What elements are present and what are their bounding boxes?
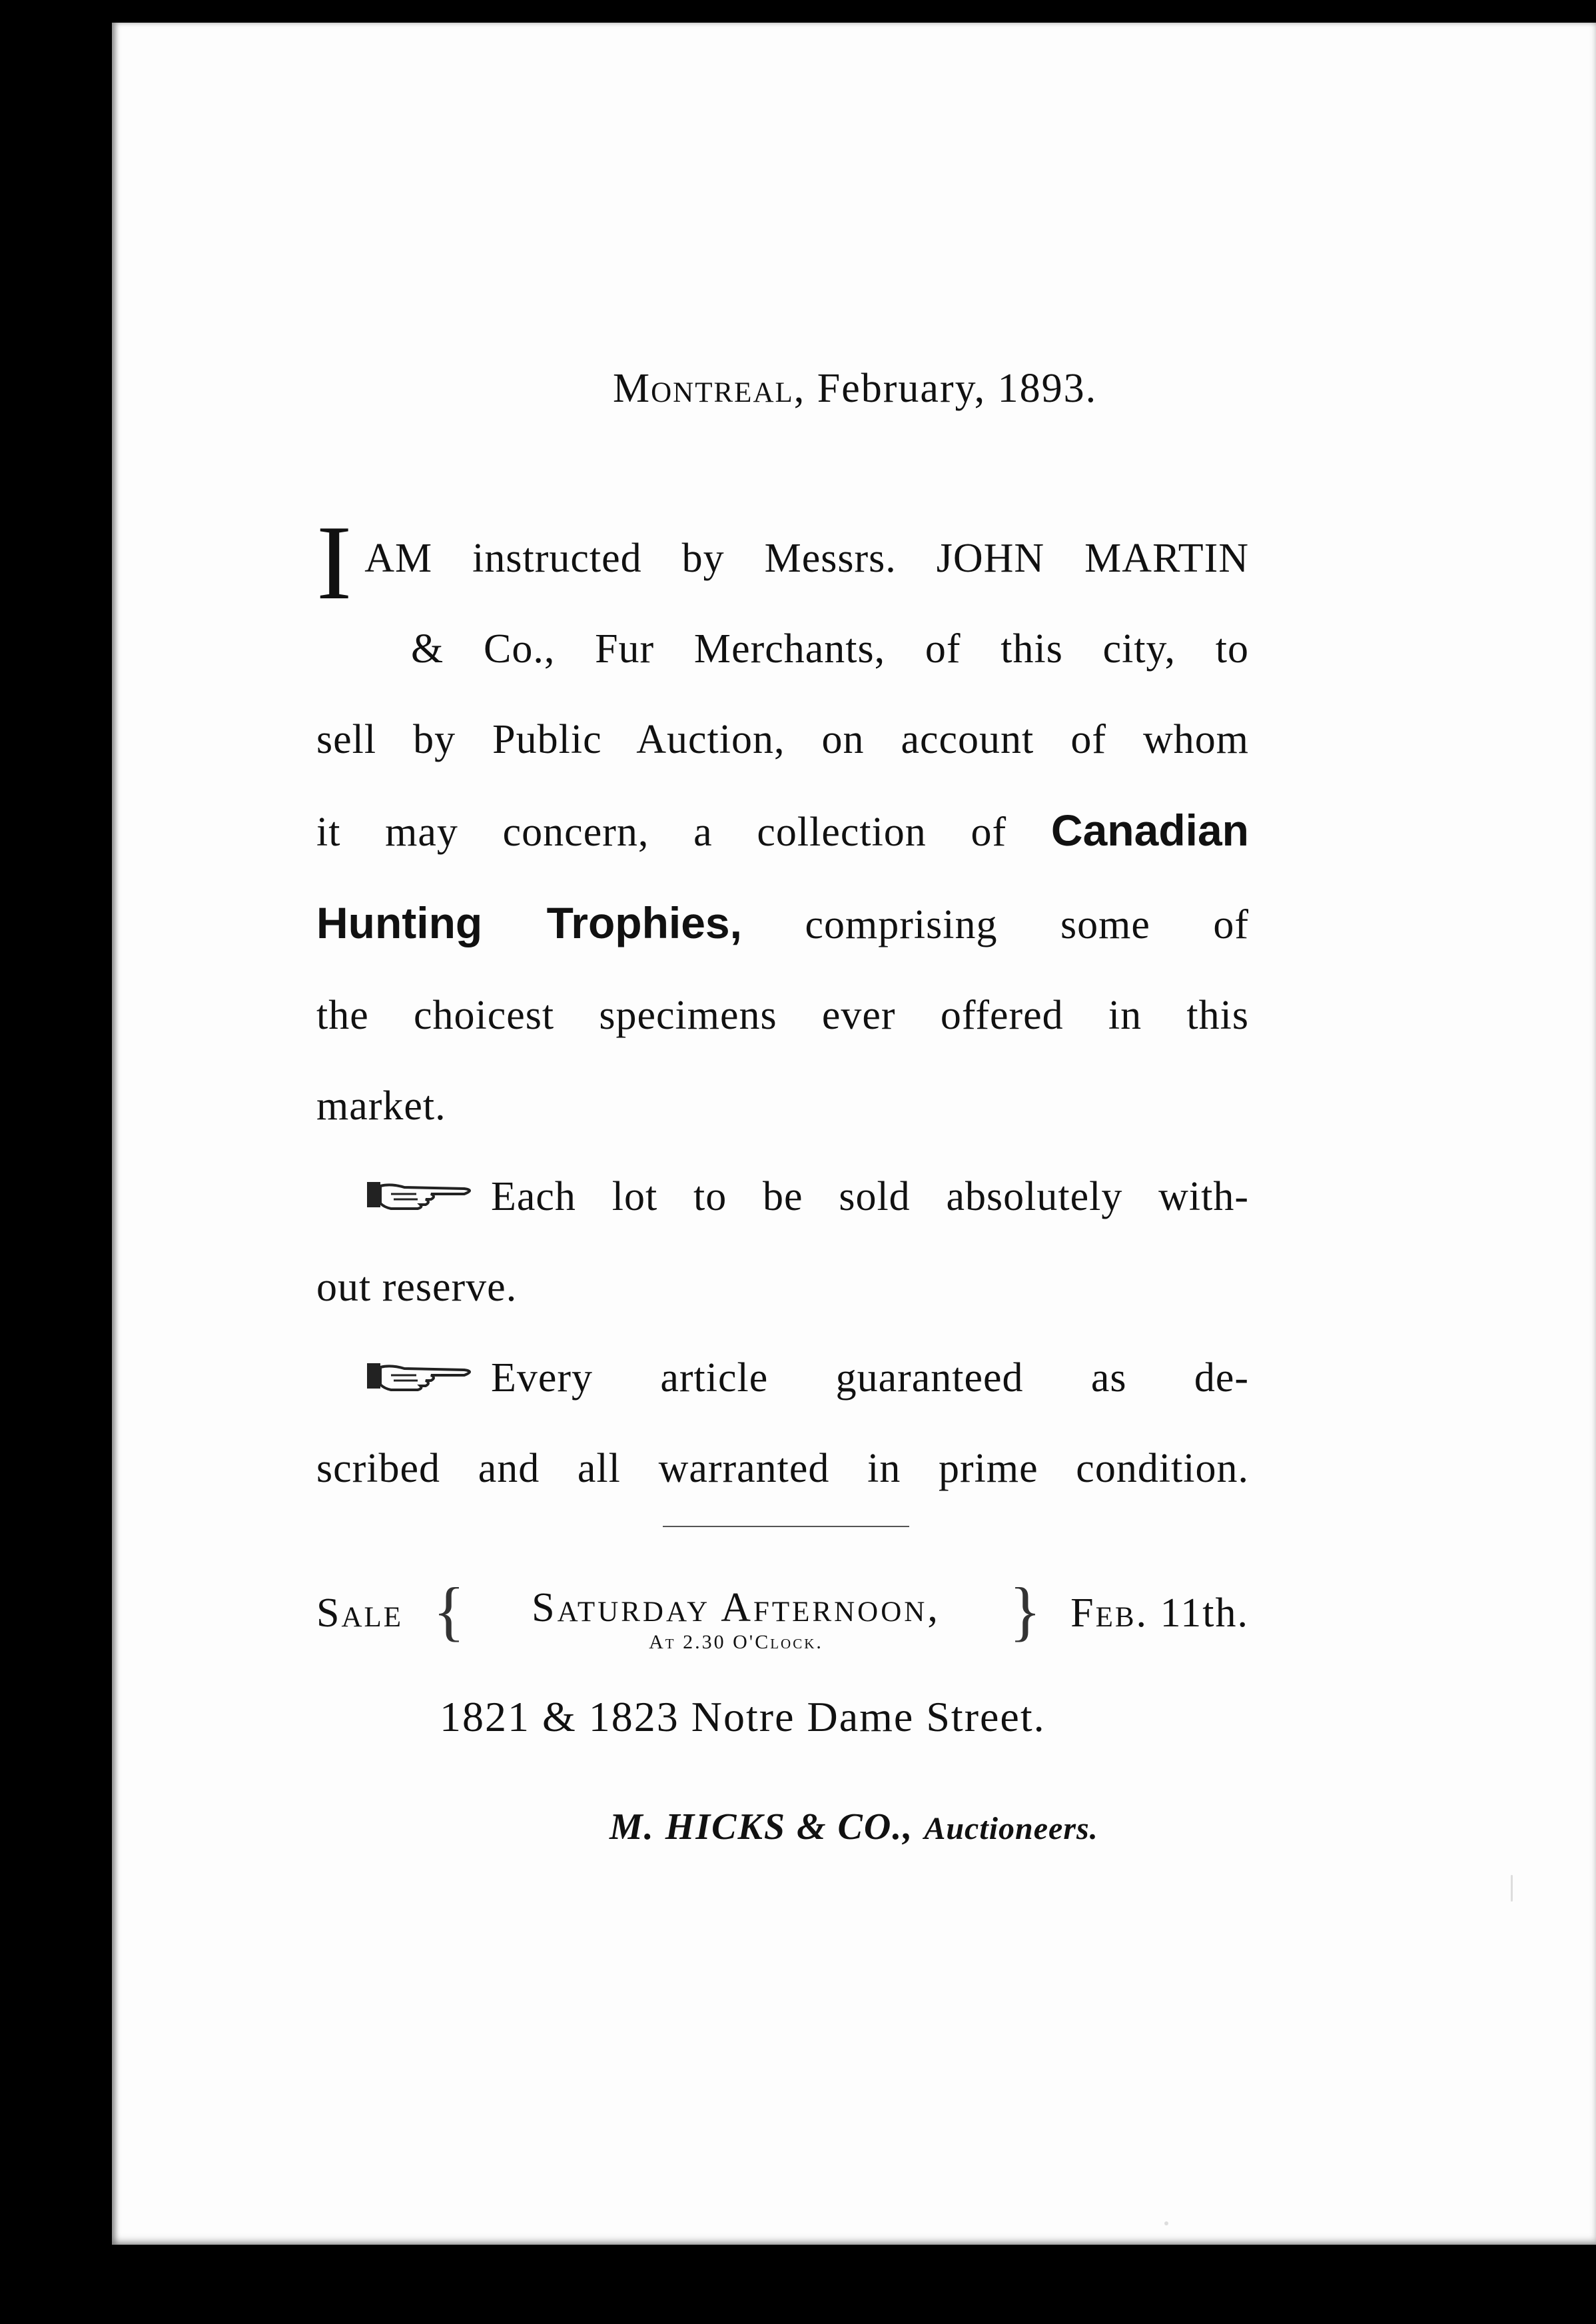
divider-rule [663, 1526, 909, 1527]
announcement-line [316, 877, 1249, 970]
dateline-city: Montreal [613, 366, 794, 411]
line4-prefix: it may concern, a collection of [316, 810, 1007, 855]
line5-suffix: comprising some of [805, 902, 1250, 947]
note-1-line [316, 1151, 1249, 1242]
dateline-date: , February, 1893. [793, 366, 1098, 411]
highlight-hunting-trophies: Hunting Trophies, [316, 898, 742, 947]
auctioneer-name: M. HICKS & CO., [609, 1806, 914, 1848]
announcement-line: sell by Public Auction, on account of whom [316, 717, 1249, 762]
announcement-line: market. [316, 1083, 446, 1129]
sale-label: Sale [316, 1590, 404, 1636]
paper-speck [1511, 1875, 1513, 1902]
sale-time: At 2.30 O'Clock. [649, 1631, 823, 1653]
announcement-line [316, 785, 1249, 877]
announcement-line: the choicest specimens ever offered in this [316, 993, 1249, 1038]
auctioneer-role: Auctioneers. [924, 1811, 1098, 1846]
right-brace: } [1009, 1574, 1041, 1648]
sale-details [316, 1574, 1249, 1658]
announcement-line: AM instructed by Messrs. JOHN MARTIN [364, 536, 1249, 581]
note-2-line [316, 1333, 1249, 1423]
auctioneer-signature [609, 1806, 1098, 1848]
sale-month: Feb. [1070, 1590, 1149, 1636]
note-1-line: out reserve. [316, 1265, 518, 1310]
pointing-hand-icon [364, 1174, 484, 1215]
announcement-line: & Co., Fur Merchants, of this city, to [411, 626, 1249, 672]
paper-speck [1164, 2221, 1168, 2225]
highlight-canadian: Canadian [1050, 806, 1249, 855]
dateline [613, 365, 1097, 412]
note-1-text: Each lot to be sold absolutely with- [491, 1174, 1249, 1219]
drop-cap: I [316, 503, 353, 622]
pointing-hand-icon [364, 1355, 484, 1397]
sale-day: Saturday Afternoon, [532, 1585, 941, 1630]
left-brace: { [433, 1574, 465, 1648]
note-2-text: Every article guaranteed as de- [491, 1355, 1249, 1401]
sale-day-number: 11th. [1160, 1590, 1249, 1636]
note-2-line: scribed and all warranted in prime condition. [316, 1446, 1249, 1491]
sale-date [1070, 1590, 1249, 1637]
announcement-body [316, 503, 1250, 1514]
sale-address: 1821 & 1823 Notre Dame Street. [440, 1693, 1046, 1740]
